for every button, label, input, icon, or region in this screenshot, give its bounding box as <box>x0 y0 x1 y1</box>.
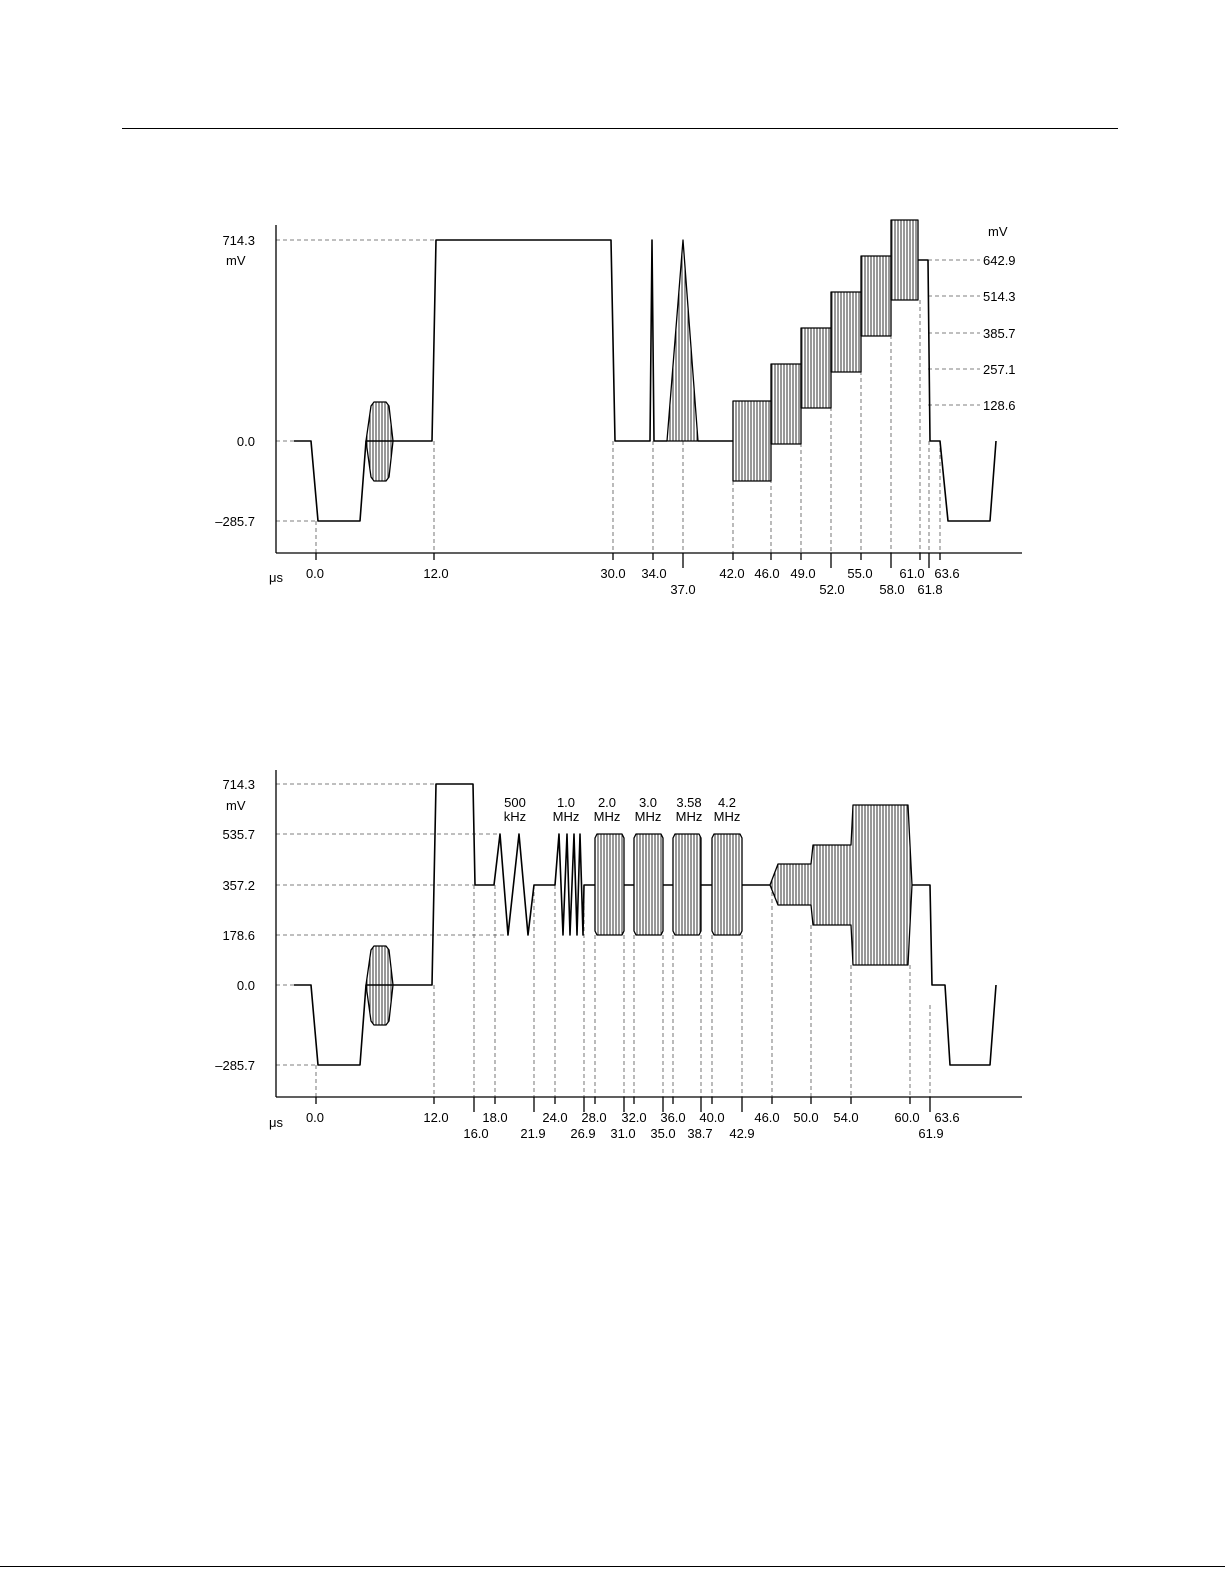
figure2-burst-label-1-num: 1.0 <box>556 795 576 810</box>
figure1-left-labels <box>215 233 255 529</box>
figure1-time-61: 61.0 <box>899 566 925 581</box>
figure2-time-35: 35.0 <box>650 1126 676 1141</box>
figure1-time-58: 58.0 <box>879 582 905 597</box>
figure2-time-60: 60.0 <box>894 1110 920 1125</box>
figure2-bursts <box>366 805 912 1025</box>
figure2-time-31: 31.0 <box>610 1126 636 1141</box>
figure1-right-mv-unit: mV <box>988 224 1008 239</box>
figure2-level-357: 357.2 <box>222 878 255 893</box>
figure2-burst-label-358-unit: MHz <box>675 809 703 824</box>
figure1-step-6 <box>891 220 918 300</box>
figure2-time-18: 18.0 <box>482 1110 508 1125</box>
figure1-level-257: 257.1 <box>983 362 1016 377</box>
figure1-time-42: 42.0 <box>719 566 745 581</box>
figure2-burst-2mhz <box>595 834 624 935</box>
figure1-right-labels <box>983 224 1016 413</box>
figure2-level-535: 535.7 <box>222 827 255 842</box>
figure1-time-30: 30.0 <box>600 566 626 581</box>
figure1-level-128: 128.6 <box>983 398 1016 413</box>
figure2-time-38-7: 38.7 <box>687 1126 713 1141</box>
figure2-chroma-steps <box>770 805 912 965</box>
figure2-burst-label-1-unit: MHz <box>552 809 580 824</box>
figure1-bursts <box>366 220 918 481</box>
figure2-time-28: 28.0 <box>581 1110 607 1125</box>
figure2-burst-3mhz <box>634 834 663 935</box>
figure1-step-5 <box>861 256 891 336</box>
figure1-mv-unit: mV <box>226 253 246 268</box>
figure2-level-714: 714.3 <box>222 777 255 792</box>
figure1-time-63-6: 63.6 <box>934 566 960 581</box>
figure2-level-178: 178.6 <box>222 928 255 943</box>
figure1-time-12: 12.0 <box>423 566 449 581</box>
figure2-burst-label-42-num: 4.2 <box>717 795 737 810</box>
figure1-level-0: 0.0 <box>236 434 255 449</box>
figure1-step-3 <box>801 328 831 408</box>
figure1-time-0: 0.0 <box>305 566 325 581</box>
figure1-time-34: 34.0 <box>641 566 667 581</box>
figure2-time-0: 0.0 <box>305 1110 325 1125</box>
figure1-step-1 <box>733 401 771 481</box>
figure2-time-40: 40.0 <box>699 1110 725 1125</box>
figure1-level-714: 714.3 <box>222 233 255 248</box>
figure2-burst-label-358-num: 3.58 <box>676 795 702 810</box>
figure2-time-63-6: 63.6 <box>934 1110 960 1125</box>
figure2-level-neg285: –285.7 <box>215 1058 255 1073</box>
figure1-level-385: 385.7 <box>983 326 1016 341</box>
figure2-burst-label-500-num: 500 <box>504 795 526 810</box>
figure2-burst-label-2-num: 2.0 <box>597 795 617 810</box>
figure2-time-labels <box>269 1110 960 1141</box>
figure1-time-52: 52.0 <box>819 582 845 597</box>
bottom-rule <box>0 1566 1225 1567</box>
figure2-burst-4-2mhz <box>712 834 742 935</box>
figure1-level-neg285: –285.7 <box>215 514 255 529</box>
figure1-time-46: 46.0 <box>754 566 780 581</box>
figure1-time-37: 37.0 <box>670 582 696 597</box>
figure2-burst-label-42-unit: MHz <box>713 809 741 824</box>
figure2-level-0: 0.0 <box>236 978 255 993</box>
figure2-time-54: 54.0 <box>833 1110 859 1125</box>
figure2-time-46: 46.0 <box>754 1110 780 1125</box>
figure1-time-55: 55.0 <box>847 566 873 581</box>
figure2-time-21-9: 21.9 <box>520 1126 546 1141</box>
figure2-time-12: 12.0 <box>423 1110 449 1125</box>
figure2-left-labels <box>215 777 255 1073</box>
figure2-time-61-9: 61.9 <box>918 1126 944 1141</box>
figure2-time-42-9: 42.9 <box>729 1126 755 1141</box>
figure1-ramp-triangle <box>667 240 698 441</box>
figure2-burst-3-58mhz <box>673 834 701 935</box>
figure1-level-642: 642.9 <box>983 253 1016 268</box>
figure2-time-26-9: 26.9 <box>570 1126 596 1141</box>
figure2-time-32: 32.0 <box>621 1110 647 1125</box>
figure1-time-49: 49.0 <box>790 566 816 581</box>
figure2-burst-label-3-num: 3.0 <box>638 795 658 810</box>
figure1-time-labels <box>269 566 960 597</box>
figure1-us-unit: μs <box>269 570 283 585</box>
figure2-us-unit: μs <box>269 1115 283 1130</box>
figure1-time-61-8: 61.8 <box>917 582 943 597</box>
figure2-mv-unit: mV <box>226 798 246 813</box>
figure2-burst-label-2-unit: MHz <box>593 809 621 824</box>
figure2-time-16: 16.0 <box>463 1126 489 1141</box>
figure2-time-36: 36.0 <box>660 1110 686 1125</box>
figure2-burst-label-500-unit: kHz <box>503 809 527 824</box>
figure1-video-waveform <box>0 200 1225 620</box>
top-rule <box>122 128 1118 129</box>
figure2-burst-label-3-unit: MHz <box>634 809 662 824</box>
figure2-time-24: 24.0 <box>542 1110 568 1125</box>
figure1-level-514: 514.3 <box>983 289 1016 304</box>
figure1-step-2 <box>771 364 801 444</box>
figure2-multiburst-waveform <box>0 760 1225 1160</box>
figure1-step-4 <box>831 292 861 372</box>
figure2-burst-labels <box>504 795 741 824</box>
figure2-time-50: 50.0 <box>793 1110 819 1125</box>
